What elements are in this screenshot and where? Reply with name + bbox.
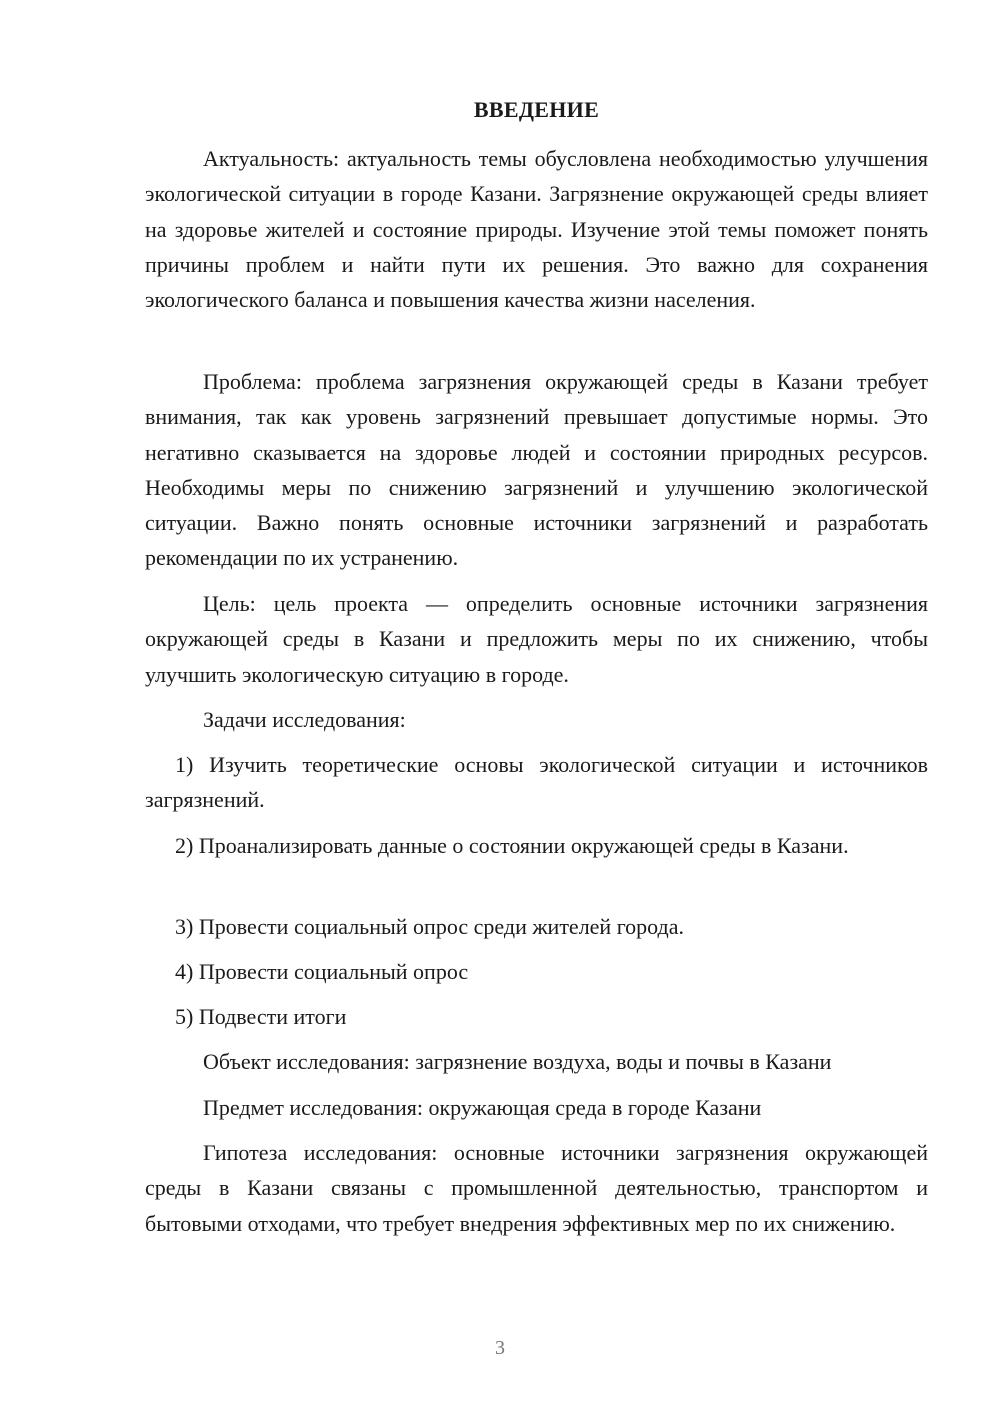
section-heading: ВВЕДЕНИЕ [473, 97, 600, 122]
task-item-2: 2) Проанализировать данные о состоянии окружающей среды в Казани. [175, 833, 849, 858]
task-item-5: 5) Подвести итоги [175, 1004, 347, 1029]
task-item-1: 1) Изучить теоретические основы экологической ситуации и источников загрязнений. [145, 752, 928, 813]
paragraph-relevance: Актуальность: актуальность темы обусловлена необходимостью улучшения экологической ситуации в городе Казани. Загрязнение окружающей среды влияет на здоровье жителей и состояние природы. Изучение этой темы поможет понять причины проблем и найти пути их решения. Это важно для сохранения экологического баланса и повышения качества жизни населения. [145, 146, 928, 313]
paragraph-subject: Предмет исследования: окружающая среда в городе Казани [203, 1095, 762, 1120]
paragraph-problem: Проблема: проблема загрязнения окружающей среды в Казани требует внимания, так как уровень загрязнений превышает допустимые нормы. Это негативно сказывается на здоровье людей и состоянии природных ресурсов. Необходимы меры по снижению загрязнений и улучшению экологической ситуации. Важно понять основные источники загрязнений и разработать рекомендации по их устранению. [145, 369, 928, 571]
tasks-title: Задачи исследования: [203, 707, 406, 732]
page-number: 3 [495, 1337, 505, 1359]
task-item-3: 3) Провести социальный опрос среди жителей города. [175, 914, 685, 939]
paragraph-object: Объект исследования: загрязнение воздуха, воды и почвы в Казани [203, 1049, 832, 1074]
task-item-4: 4) Провести социальный опрос [175, 959, 469, 984]
paragraph-goal: Цель: цель проекта — определить основные источники загрязнения окружающей среды в Казани и предложить меры по их снижению, чтобы улучшить экологическую ситуацию в городе. [145, 591, 928, 687]
paragraph-hypothesis: Гипотеза исследования: основные источники загрязнения окружающей среды в Казани связаны с промышленной деятельностью, транспортом и бытовыми отходами, что требует внедрения эффективных мер по их снижению. [145, 1140, 928, 1236]
